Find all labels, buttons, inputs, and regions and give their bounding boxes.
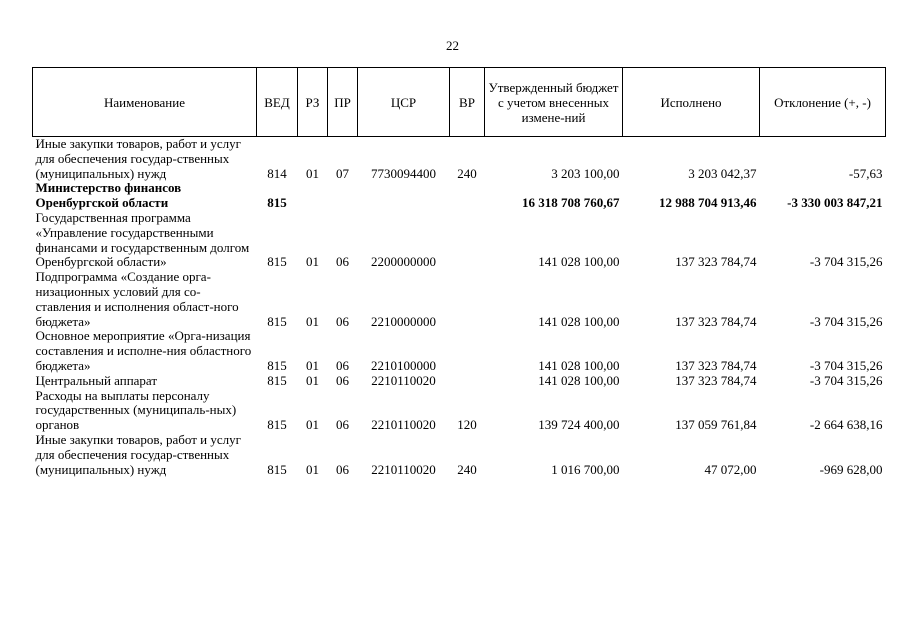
row-vr: [450, 329, 485, 373]
row-ved: 815: [267, 313, 287, 329]
row-deviation: -2 664 638,16: [809, 417, 883, 433]
row-pr: 07: [336, 165, 349, 181]
row-rz: 01: [306, 372, 319, 388]
row-deviation: -3 704 315,26: [809, 357, 883, 373]
row-executed: 47 072,00: [704, 461, 757, 477]
row-csr: 2210110020: [371, 417, 436, 433]
table-row: [33, 270, 886, 329]
row-executed: 137 323 784,74: [675, 313, 757, 329]
row-ved: 815: [267, 372, 287, 388]
row-executed: 137 059 761,84: [675, 417, 757, 433]
row-csr: [358, 181, 450, 211]
row-csr: 2210110020: [371, 461, 436, 477]
row-ved: 815: [267, 254, 287, 270]
page-number: 22: [446, 38, 459, 53]
row-approved: 141 028 100,00: [538, 254, 620, 270]
row-name: Министерство финансов Оренбургской области: [35, 180, 182, 211]
row-rz: 01: [306, 417, 319, 433]
row-executed: 12 988 704 913,46: [659, 195, 757, 211]
header-ved: ВЕД: [257, 68, 298, 137]
row-deviation: -3 704 315,26: [809, 313, 883, 329]
row-csr: 7730094400: [371, 165, 436, 181]
row-rz: 01: [306, 254, 319, 270]
header-pr: ПР: [328, 68, 358, 137]
row-approved: 141 028 100,00: [538, 313, 620, 329]
row-rz: 01: [306, 313, 319, 329]
row-csr: 2210000000: [371, 313, 436, 329]
table-row: [33, 389, 886, 433]
row-ved: 815: [267, 357, 287, 373]
row-pr: 06: [336, 372, 349, 388]
row-pr: 06: [336, 254, 349, 270]
row-pr: [328, 181, 358, 211]
header-executed: Исполнено: [623, 68, 760, 137]
row-rz: 01: [306, 165, 319, 181]
row-vr: 120: [457, 417, 477, 433]
row-executed: 3 203 042,37: [688, 165, 757, 181]
row-approved: 141 028 100,00: [538, 372, 620, 388]
row-vr: [450, 374, 485, 389]
row-executed: 137 323 784,74: [675, 254, 757, 270]
row-vr: [450, 181, 485, 211]
row-csr: 2200000000: [371, 254, 436, 270]
header-rz: РЗ: [298, 68, 328, 137]
row-name: Расходы на выплаты персоналу государственных (муниципаль-ных) органов: [35, 387, 237, 433]
row-pr: 06: [336, 417, 349, 433]
row-approved: 16 318 708 760,67: [522, 195, 620, 211]
row-ved: 814: [267, 165, 287, 181]
row-name: Центральный аппарат: [35, 372, 158, 388]
row-pr: 06: [336, 357, 349, 373]
header-deviation: Отклонение (+, -): [760, 68, 886, 137]
row-rz: 01: [306, 357, 319, 373]
row-approved: 1 016 700,00: [551, 461, 620, 477]
table-row: [33, 433, 886, 477]
row-vr: [450, 270, 485, 329]
table-row: [33, 329, 886, 373]
header-vr: ВР: [450, 68, 485, 137]
row-rz: [298, 181, 328, 211]
row-approved: 139 724 400,00: [538, 417, 620, 433]
row-approved: 141 028 100,00: [538, 357, 620, 373]
row-ved: 815: [267, 461, 287, 477]
row-name: Основное мероприятие «Орга-низация составления и исполне-ния областного бюджета»: [35, 328, 252, 373]
row-vr: 240: [457, 461, 477, 477]
row-pr: 06: [336, 461, 349, 477]
table-row: [33, 374, 886, 389]
row-name: Подпрограмма «Создание орга-низационных условий для со-ставления и исполнения област-ного бюджета»: [35, 269, 239, 329]
row-deviation: -3 330 003 847,21: [787, 195, 883, 211]
table-row: [33, 137, 886, 182]
table-body: [33, 137, 886, 478]
row-deviation: -3 704 315,26: [809, 254, 883, 270]
header-name: Наименование: [33, 68, 257, 137]
header-approved: Утвержденный бюджет с учетом внесенных измене-ний: [485, 68, 623, 137]
table-row: [33, 181, 886, 211]
row-deviation: -57,63: [848, 165, 883, 181]
row-rz: 01: [306, 461, 319, 477]
row-name: Иные закупки товаров, работ и услуг для обеспечения государ-ственных (муниципальных) нужд: [35, 136, 241, 181]
row-name: Государственная программа «Управление государственными финансами и государственным долгом Оренбургской области»: [35, 209, 250, 270]
row-vr: 240: [457, 165, 477, 181]
row-ved: 815: [267, 417, 287, 433]
row-deviation: -3 704 315,26: [809, 372, 883, 388]
row-vr: [450, 211, 485, 270]
row-deviation: -969 628,00: [819, 461, 883, 477]
row-csr: 2210110020: [371, 372, 436, 388]
header-csr: ЦСР: [358, 68, 450, 137]
row-approved: 3 203 100,00: [551, 165, 620, 181]
row-pr: 06: [336, 313, 349, 329]
row-ved: 815: [267, 195, 287, 211]
table-row: [33, 211, 886, 270]
row-csr: 2210100000: [371, 357, 436, 373]
row-executed: 137 323 784,74: [675, 357, 757, 373]
row-name: Иные закупки товаров, работ и услуг для обеспечения государ-ственных (муниципальных) нужд: [35, 431, 241, 477]
table-header-row: [33, 68, 886, 137]
budget-table: [32, 67, 886, 477]
row-executed: 137 323 784,74: [675, 372, 757, 388]
